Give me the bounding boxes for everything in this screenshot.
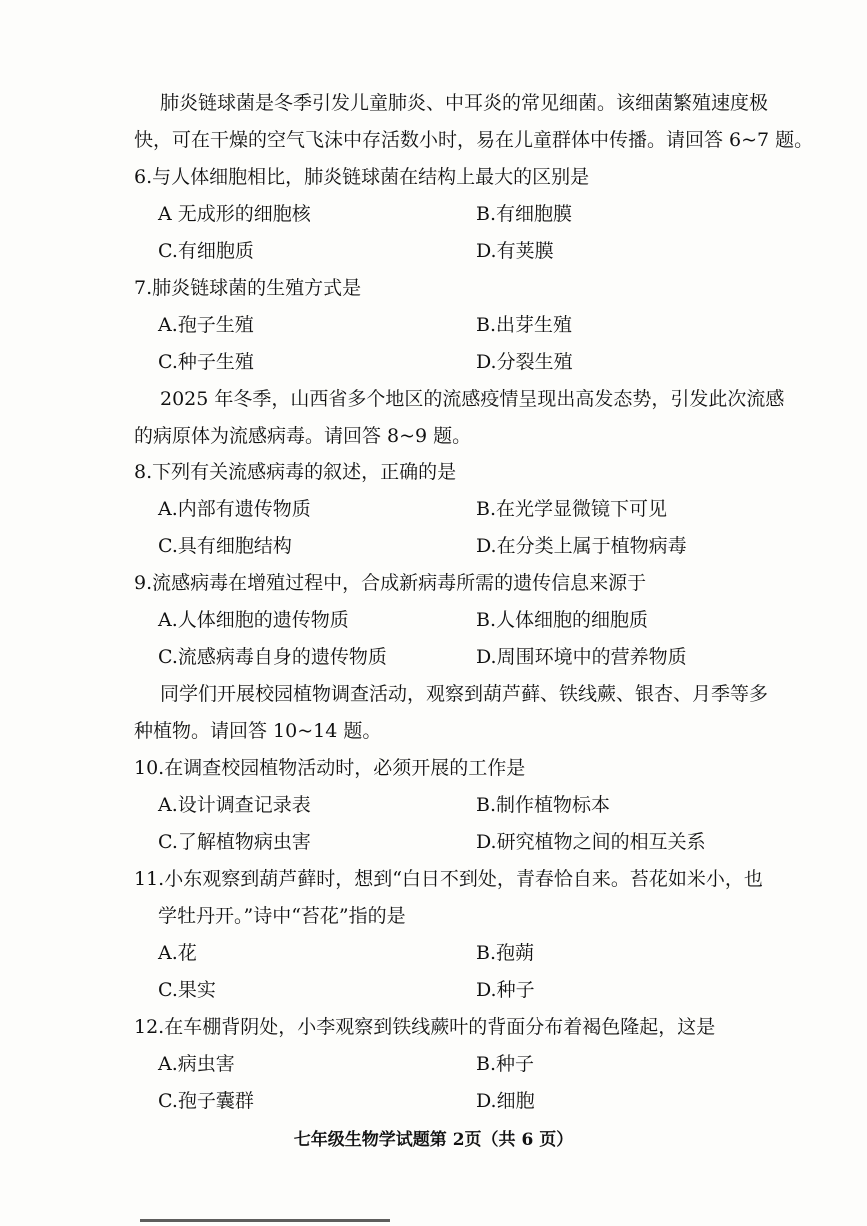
question-8-option-c: C.具有细胞结构	[158, 535, 292, 557]
passage-2-line-2: 的病原体为流感病毒。请回答 8~9 题。	[134, 425, 472, 447]
question-12-option-a: A.病虫害	[158, 1053, 235, 1075]
question-10-option-c: C.了解植物病虫害	[158, 831, 311, 853]
question-6-option-d: D.有荚膜	[476, 240, 554, 262]
question-11-option-c: C.果实	[158, 979, 216, 1001]
question-11-stem-line-2: 学牡丹开。”诗中“苔花”指的是	[158, 905, 406, 927]
question-9-option-a: A.人体细胞的遗传物质	[158, 609, 349, 631]
question-8-option-a: A.内部有遗传物质	[158, 498, 311, 520]
question-12-stem: 12.在车棚背阴处，小李观察到铁线蕨叶的背面分布着褐色隆起，这是	[134, 1016, 716, 1038]
question-10-stem: 10.在调查校园植物活动时，必须开展的工作是	[134, 757, 526, 779]
question-9-option-c: C.流感病毒自身的遗传物质	[158, 646, 387, 668]
question-7-option-a: A.孢子生殖	[158, 314, 254, 336]
page-footer: 七年级生物学试题第 2页（共 6 页）	[293, 1130, 574, 1150]
question-6-option-c: C.有细胞质	[158, 240, 254, 262]
question-10-option-d: D.研究植物之间的相互关系	[476, 831, 706, 853]
passage-3-line-2: 种植物。请回答 10~14 题。	[134, 720, 382, 742]
question-9-stem: 9.流感病毒在增殖过程中，合成新病毒所需的遗传信息来源于	[134, 572, 647, 594]
question-9-option-d: D.周围环境中的营养物质	[476, 646, 687, 668]
passage-1-line-2: 快，可在干燥的空气飞沫中存活数小时，易在儿童群体中传播。请回答 6~7 题。	[134, 129, 814, 151]
question-8-option-d: D.在分类上属于植物病毒	[476, 535, 687, 557]
passage-2-line-1: 2025 年冬季，山西省多个地区的流感疫情呈现出高发态势，引发此次流感	[160, 388, 785, 410]
question-10-option-b: B.制作植物标本	[476, 794, 611, 816]
question-7-option-b: B.出芽生殖	[476, 314, 573, 336]
question-9-option-b: B.人体细胞的细胞质	[476, 609, 649, 631]
scan-edge-line	[140, 1219, 390, 1222]
question-12-option-b: B.种子	[476, 1053, 535, 1075]
question-8-stem: 8.下列有关流感病毒的叙述，正确的是	[134, 461, 457, 483]
question-11-option-a: A.花	[158, 942, 197, 964]
question-6-option-a: A 无成形的细胞核	[158, 203, 311, 225]
question-6-stem: 6.与人体细胞相比，肺炎链球菌在结构上最大的区别是	[134, 166, 590, 188]
question-7-option-c: C.种子生殖	[158, 351, 254, 373]
question-6-option-b: B.有细胞膜	[476, 203, 573, 225]
question-8-option-b: B.在光学显微镜下可见	[476, 498, 668, 520]
question-11-stem-line-1: 11.小东观察到葫芦藓时，想到“白日不到处，青春恰自来。苔花如米小，也	[134, 868, 763, 890]
passage-1-line-1: 肺炎链球菌是冬季引发儿童肺炎、中耳炎的常见细菌。该细菌繁殖速度极	[160, 92, 769, 114]
question-7-stem: 7.肺炎链球菌的生殖方式是	[134, 277, 362, 299]
question-11-option-d: D.种子	[476, 979, 535, 1001]
question-12-option-d: D.细胞	[476, 1090, 535, 1112]
question-11-option-b: B.孢蒴	[476, 942, 535, 964]
question-10-option-a: A.设计调查记录表	[158, 794, 311, 816]
question-7-option-d: D.分裂生殖	[476, 351, 573, 373]
question-12-option-c: C.孢子囊群	[158, 1090, 254, 1112]
passage-3-line-1: 同学们开展校园植物调查活动，观察到葫芦藓、铁线蕨、银杏、月季等多	[160, 683, 769, 705]
